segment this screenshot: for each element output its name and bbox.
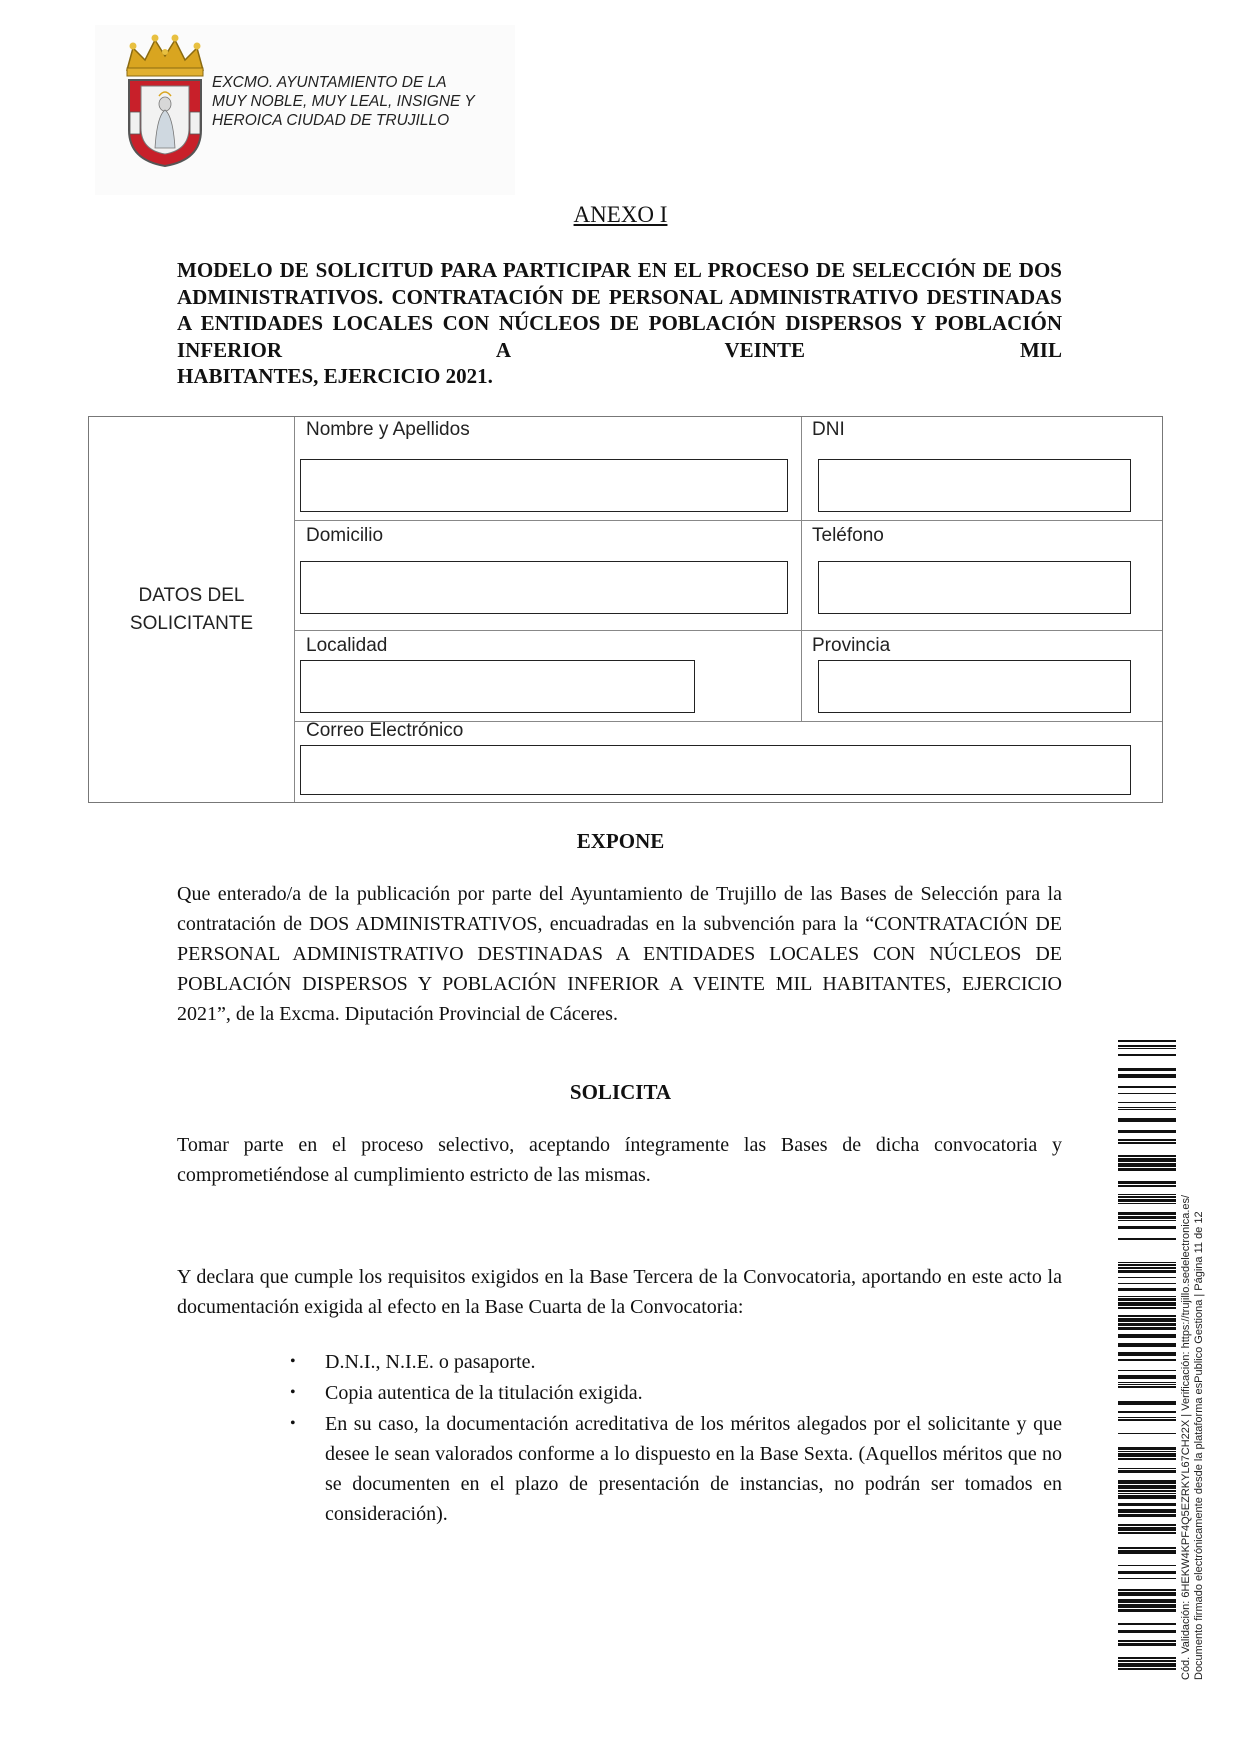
letterhead xyxy=(95,25,515,195)
barcode-bar xyxy=(1118,1068,1176,1071)
barcode-bar xyxy=(1118,1264,1176,1266)
telefono-field[interactable] xyxy=(818,561,1131,614)
dni-label: DNI xyxy=(812,419,845,440)
barcode-bar xyxy=(1118,1307,1176,1309)
barcode-bar xyxy=(1118,1199,1176,1202)
barcode-bar xyxy=(1118,1468,1176,1469)
barcode-bar xyxy=(1118,1086,1176,1088)
barcode-bar xyxy=(1118,1139,1176,1141)
correo-field[interactable] xyxy=(300,745,1131,795)
barcode-bar xyxy=(1118,1630,1176,1633)
barcode-bar xyxy=(1118,1375,1176,1379)
barcode-bar xyxy=(1118,1657,1176,1659)
barcode-bar xyxy=(1118,1532,1176,1534)
barcode-bar xyxy=(1118,1384,1176,1385)
barcode-bar xyxy=(1118,1599,1176,1603)
barcode-bar xyxy=(1118,1093,1176,1094)
table-divider xyxy=(294,630,1162,631)
barcode-bar xyxy=(1118,1589,1176,1591)
barcode-bar xyxy=(1118,1212,1176,1215)
barcode-bar xyxy=(1118,1283,1176,1284)
barcode-bar xyxy=(1118,1163,1176,1167)
barcode-bar xyxy=(1118,1262,1176,1263)
barcode-bar xyxy=(1118,1547,1176,1549)
barcode-bar xyxy=(1118,1490,1176,1492)
applicant-section-label xyxy=(89,582,294,638)
barcode-bar xyxy=(1118,1359,1176,1361)
barcode-bar xyxy=(1118,1453,1176,1457)
document-title-main: MODELO DE SOLICITUD PARA PARTICIPAR EN EL PROCESO DE SELECCIÓN DE DOS ADMINISTRATIVOS. CONTRATACIÓN DE PERSONAL ADMINISTRATIVO DESTINADAS A ENTIDADES LOCALES CON NÚCLEOS DE POBLACIÓN DISPERSOS Y POBLACIÓN INFERIOR A VEINTE MIL xyxy=(177,258,1062,362)
barcode-bar xyxy=(1118,1524,1176,1526)
barcode-bar xyxy=(1118,1054,1176,1056)
org-line-1: EXCMO. AYUNTAMIENTO DE LA xyxy=(212,74,447,91)
barcode-bar xyxy=(1118,1168,1176,1171)
bullet-icon: • xyxy=(290,1415,296,1432)
table-divider xyxy=(801,417,802,721)
domicilio-label: Domicilio xyxy=(306,525,384,546)
localidad-field[interactable] xyxy=(300,660,695,713)
barcode-bar xyxy=(1118,1334,1176,1338)
barcode-bar xyxy=(1118,1118,1176,1122)
annex-title: ANEXO I xyxy=(573,202,668,227)
barcode-bar xyxy=(1118,1107,1176,1108)
dni-field[interactable] xyxy=(818,459,1131,512)
solicita-heading: SOLICITA xyxy=(569,1080,672,1104)
verification-line-2: Documento firmado electrónicamente desde la plataforma esPublico Gestiona | Página 11 de 12 xyxy=(1193,1211,1205,1680)
barcode-bar xyxy=(1118,1578,1176,1579)
barcode-bar xyxy=(1118,1451,1176,1452)
barcode-bar xyxy=(1118,1238,1176,1240)
barcode-bar xyxy=(1118,1203,1176,1204)
verification-line-1: Cód. Validación: 6HEKW4KPF4Q5EZRKYL67CH22X | Verificación: https://trujillo.sedelectronica.es/ xyxy=(1180,1194,1192,1680)
barcode-bar xyxy=(1118,1155,1176,1157)
barcode-bar xyxy=(1118,1527,1176,1531)
barcode-bar xyxy=(1118,1196,1176,1198)
barcode-bar xyxy=(1118,1401,1176,1405)
barcode-icon xyxy=(1118,1040,1176,1680)
verification-text xyxy=(1180,1040,1206,1680)
barcode-bar xyxy=(1118,1493,1176,1494)
nombre-field[interactable] xyxy=(300,459,788,512)
org-line-2: MUY NOBLE, MUY LEAL, INSIGNE Y xyxy=(212,93,475,110)
barcode-bar xyxy=(1118,1565,1176,1566)
barcode-bar xyxy=(1118,1318,1176,1322)
barcode-bar xyxy=(1118,1323,1176,1326)
table-divider xyxy=(294,417,295,802)
provincia-field[interactable] xyxy=(818,660,1131,713)
barcode-bar xyxy=(1118,1643,1176,1646)
document-title-last-line: HABITANTES, EJERCICIO 2021. xyxy=(177,364,493,388)
barcode-bar xyxy=(1118,1296,1176,1297)
section-label-line-2: SOLICITANTE xyxy=(129,613,254,634)
barcode-bar xyxy=(1118,1220,1176,1221)
barcode-bar xyxy=(1118,1142,1176,1144)
solicita-text: Tomar parte en el proceso selectivo, aceptando íntegramente las Bases de dicha convocatoria y comprometiéndose al cumplimiento estricto de las mismas. xyxy=(177,1134,1062,1186)
barcode-bar xyxy=(1118,1503,1176,1506)
barcode-bar xyxy=(1118,1181,1176,1184)
barcode-bar xyxy=(1118,1604,1176,1608)
barcode-bar xyxy=(1118,1663,1176,1667)
correo-label: Correo Electrónico xyxy=(306,720,464,741)
barcode-bar xyxy=(1118,1102,1176,1103)
bullet-icon: • xyxy=(290,1384,296,1401)
list-item-text: En su caso, la documentación acreditativa de los méritos alegados por el solicitante y que desee le sean valorados conforme a lo dispuesto en la Base Sexta. (Aquellos méritos que no se documenten en el plazo de presentación de instancias, no podrán ser tomados en consideración). xyxy=(325,1413,1062,1525)
expone-text: Que enterado/a de la publicación por parte del Ayuntamiento de Trujillo de las Bases de Selección para la contratación de DOS ADMINISTRATIVOS, encuadradas en la subvención para la “CONTRATACIÓN DE PERSONAL ADMINISTRATIVO DESTINADAS A ENTIDADES LOCALES CON NÚCLEOS DE POBLACIÓN DISPERSOS Y POBLACIÓN INFERIOR A VEINTE MIL HABITANTES, EJERCICIO 2021”, de la Excma. Diputación Provincial de Cáceres. xyxy=(177,883,1062,1025)
barcode-bar xyxy=(1118,1288,1176,1291)
localidad-label: Localidad xyxy=(306,635,388,656)
barcode-bar xyxy=(1118,1194,1176,1195)
barcode-bar xyxy=(1118,1411,1176,1413)
barcode-bar xyxy=(1118,1216,1176,1219)
barcode-bar xyxy=(1118,1417,1176,1418)
list-item xyxy=(290,1378,1062,1408)
barcode-bar xyxy=(1118,1419,1176,1421)
organization-name xyxy=(212,73,475,130)
barcode-bar xyxy=(1118,1074,1176,1078)
barcode-bar xyxy=(1118,1130,1176,1133)
barcode-bar xyxy=(1118,1267,1176,1269)
requirements-list xyxy=(290,1347,1062,1530)
document-title xyxy=(177,257,1062,390)
barcode-bar xyxy=(1118,1433,1176,1434)
barcode-bar xyxy=(1118,1609,1176,1612)
section-label-line-1: DATOS DEL xyxy=(138,585,245,606)
barcode-bar xyxy=(1118,1480,1176,1484)
barcode-bar xyxy=(1118,1048,1176,1049)
barcode-bar xyxy=(1118,1458,1176,1460)
barcode-bar xyxy=(1118,1668,1176,1670)
barcode-bar xyxy=(1118,1382,1176,1383)
barcode-bar xyxy=(1118,1485,1176,1489)
telefono-label: Teléfono xyxy=(812,525,884,546)
barcode-bar xyxy=(1118,1185,1176,1187)
barcode-bar xyxy=(1118,1352,1176,1356)
table-divider xyxy=(294,520,1162,521)
barcode-bar xyxy=(1118,1386,1176,1388)
list-item xyxy=(290,1347,1062,1377)
barcode-bar xyxy=(1118,1158,1176,1162)
barcode-bar xyxy=(1118,1343,1176,1347)
barcode-bar xyxy=(1118,1327,1176,1330)
barcode-bar xyxy=(1118,1509,1176,1513)
declara-text: Y declara que cumple los requisitos exigidos en la Base Tercera de la Convocatoria, aportando en este acto la documentación exigida al efecto en la Base Cuarta de la Convocatoria: xyxy=(177,1266,1062,1318)
barcode-bar xyxy=(1118,1550,1176,1554)
barcode-bar xyxy=(1118,1495,1176,1499)
barcode-bar xyxy=(1118,1660,1176,1662)
barcode-bar xyxy=(1118,1302,1176,1306)
barcode-bar xyxy=(1118,1640,1176,1642)
domicilio-field[interactable] xyxy=(300,561,788,614)
barcode-bar xyxy=(1118,1040,1176,1042)
barcode-bar xyxy=(1118,1277,1176,1278)
org-line-3: HEROICA CIUDAD DE TRUJILLO xyxy=(212,112,450,129)
list-item xyxy=(290,1409,1062,1529)
barcode-bar xyxy=(1118,1514,1176,1517)
applicant-data-table xyxy=(88,416,1163,803)
barcode-bar xyxy=(1118,1270,1176,1273)
barcode-bar xyxy=(1118,1045,1176,1047)
barcode-bar xyxy=(1118,1226,1176,1229)
bullet-icon: • xyxy=(290,1353,296,1370)
barcode-bar xyxy=(1118,1571,1176,1574)
list-item-text: Copia autentica de la titulación exigida. xyxy=(325,1382,643,1404)
barcode-bar xyxy=(1118,1109,1176,1110)
provincia-label: Provincia xyxy=(812,635,891,656)
list-item-text: D.N.I., N.I.E. o pasaporte. xyxy=(325,1351,536,1373)
barcode-bar xyxy=(1118,1370,1176,1371)
coat-of-arms-icon xyxy=(115,30,215,170)
expone-heading: EXPONE xyxy=(576,829,665,853)
barcode-bar xyxy=(1118,1592,1176,1596)
barcode-bar xyxy=(1118,1298,1176,1301)
nombre-label: Nombre y Apellidos xyxy=(306,419,470,440)
barcode-bar xyxy=(1118,1447,1176,1450)
barcode-bar xyxy=(1118,1315,1176,1317)
barcode-bar xyxy=(1118,1623,1176,1625)
barcode-bar xyxy=(1118,1470,1176,1473)
